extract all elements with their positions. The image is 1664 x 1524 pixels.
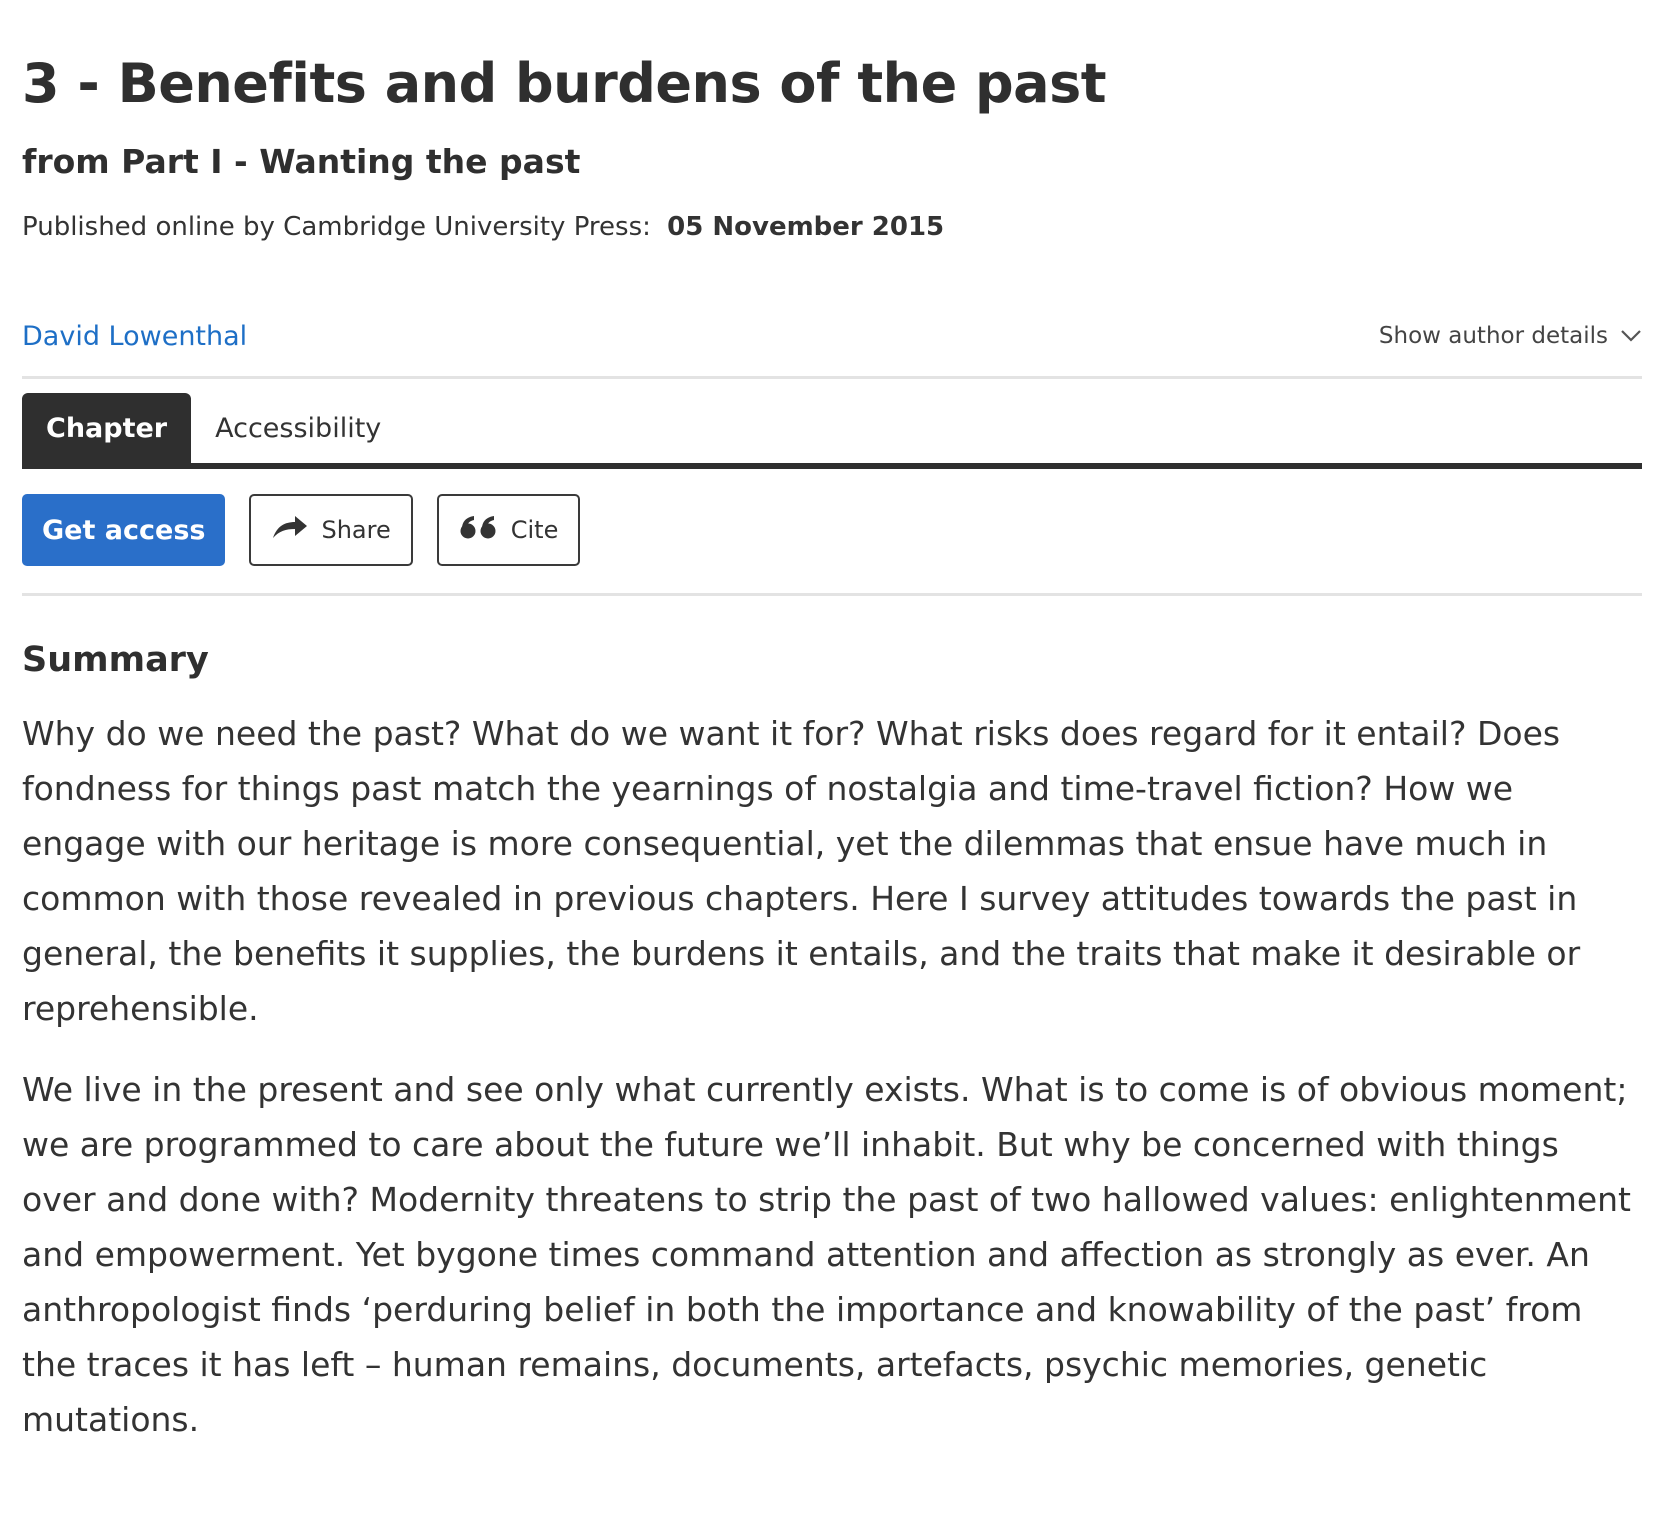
show-author-details-label: Show author details (1378, 323, 1608, 349)
get-access-label: Get access (42, 514, 206, 546)
quote-icon (459, 514, 499, 546)
author-row (22, 314, 1642, 358)
page-title: 3 - Benefits and burdens of the past (22, 52, 1107, 115)
published-date: 05 November 2015 (667, 212, 945, 242)
published-label: Published online by Cambridge University Press: (22, 212, 651, 242)
tab-chapter[interactable]: Chapter (22, 393, 191, 463)
part-subtitle: from Part I - Wanting the past (22, 142, 581, 181)
publication-info (22, 210, 1642, 244)
divider (22, 593, 1642, 596)
author-link[interactable]: David Lowenthal (22, 320, 248, 352)
chevron-down-icon (1620, 323, 1642, 349)
cite-label: Cite (510, 516, 559, 544)
share-label: Share (321, 516, 391, 544)
divider (22, 376, 1642, 379)
summary-heading: Summary (22, 640, 209, 680)
chapter-page (22, 0, 1642, 1447)
show-author-details-button[interactable] (1379, 323, 1642, 349)
cite-button[interactable] (437, 494, 581, 566)
share-button[interactable] (249, 494, 412, 566)
get-access-button[interactable] (22, 494, 225, 566)
summary-paragraph: Why do we need the past? What do we want it for? What risks does regard for it entail? Does fondness for things past match the yearnings of nostalgia and time-travel fiction? How we engage with our heritage is more consequential, yet the dilemmas that ensue have much in common with those revealed in previous chapters. Here I survey attitudes towards the past in general, the benefits it supplies, the burdens it entails, and the traits that make it desirable or reprehensible. (22, 714, 1581, 1028)
tab-accessibility[interactable]: Accessibility (215, 412, 382, 444)
summary-paragraph: We live in the present and see only what currently exists. What is to come is of obvious moment; we are programmed to care about the future we’ll inhabit. But why be concerned with things over and done with? Modernity threatens to strip the past of two hallowed values: enlightenment and empowerment. Yet bygone times command attention and affection as strongly as ever. An anthropologist finds ‘perduring belief in both the importance and knowability of the past’ from the traces it has left – human remains, documents, artefacts, psychic memories, genetic mutations. (22, 1070, 1631, 1439)
share-arrow-icon (271, 514, 309, 546)
tab-bar (22, 393, 1642, 469)
action-bar (22, 493, 1642, 567)
